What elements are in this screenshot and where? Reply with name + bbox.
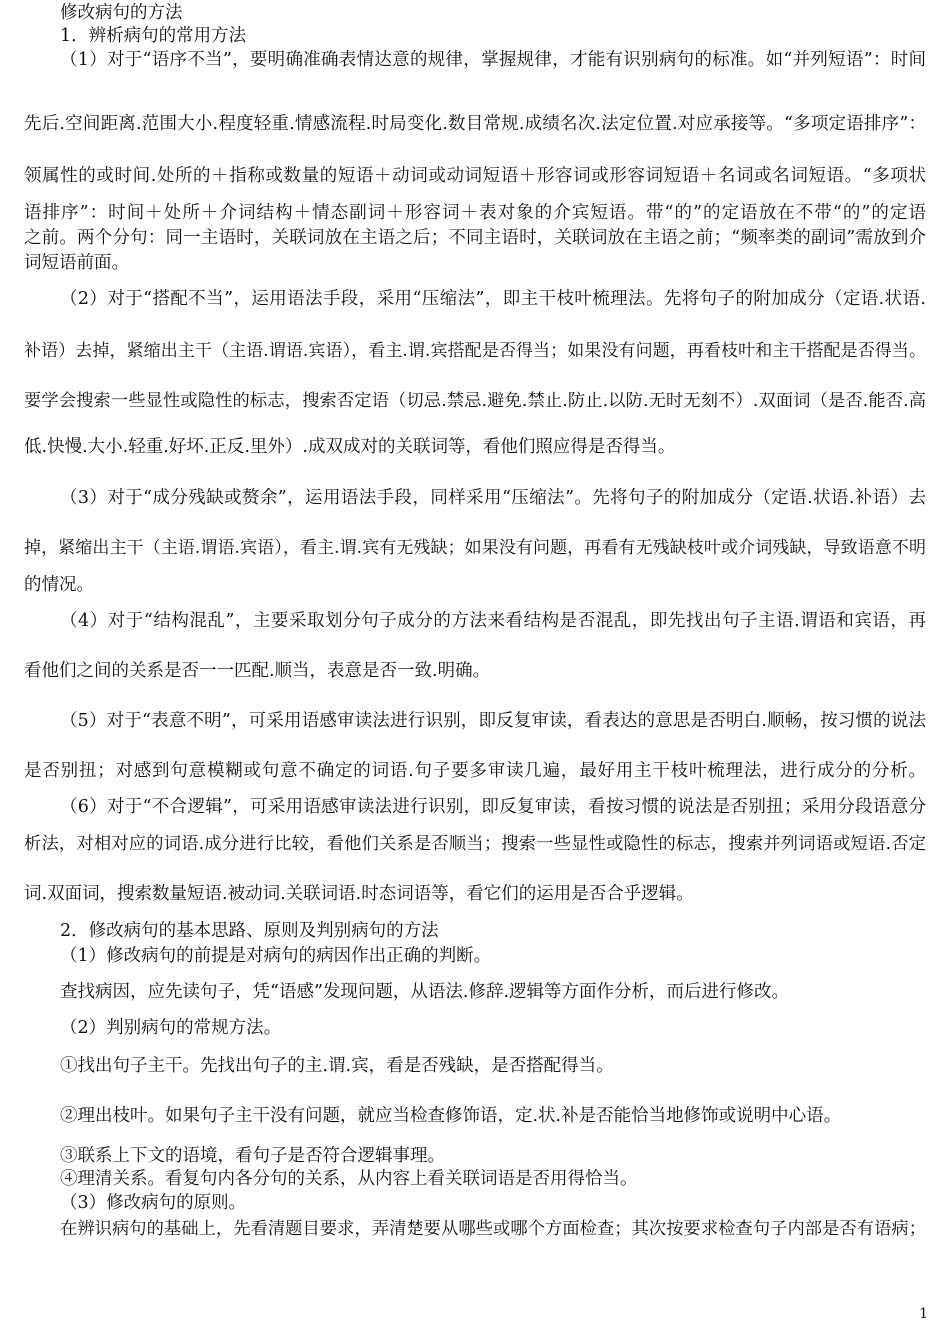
paragraph-line: 词.双面词，搜索数量短语.被动词.关联词语.时态词语等，看它们的运用是否合乎逻辑。 (24, 884, 694, 904)
paragraph-line: （3）修改病句的原则。 (60, 1193, 247, 1213)
list-item: ①找出句子主干。先找出句子的主.谓.宾，看是否残缺，是否搭配得当。 (60, 1056, 614, 1076)
list-item: ②理出枝叶。如果句子主干没有问题，就应当检查修饰语，定.状.补是否能恰当地修饰或说明中心语。 (60, 1106, 842, 1126)
paragraph-line: 的情况。 (24, 575, 94, 595)
paragraph-line: （3）对于“成分残缺或赘余”，运用语法手段，同样采用“压缩法”。先将句子的附加成分（定语.状语.补语）去 (60, 488, 926, 508)
paragraph-line: （2）判别病句的常规方法。 (60, 1018, 282, 1038)
section-heading-2: 2．修改病句的基本思路、原则及判别病句的方法 (60, 921, 439, 941)
paragraph-line: 之前。两个分句：同一主语时，关联词放在主语之后；不同主语时，关联词放在主语之前；“频率类的副词”需放到介 (24, 228, 926, 248)
paragraph-line: （1）修改病句的前提是对病句的病因作出正确的判断。 (60, 946, 492, 966)
paragraph-line: 词短语前面。 (24, 253, 129, 273)
paragraph-line: （4）对于“结构混乱”，主要采取划分句子成分的方法来看结构是否混乱，即先找出句子主语.谓语和宾语，再 (60, 611, 926, 631)
paragraph-line: 领属性的或时间.处所的＋指称或数量的短语＋动词或动词短语＋形容词或形容词短语＋名词或名词短语。“多项状 (24, 166, 926, 186)
paragraph-line: 语排序”：时间＋处所＋介词结构＋情态副词＋形容词＋表对象的介宾短语。带“的”的定语放在不带“的”的定语 (24, 203, 926, 223)
paragraph-line: （6）对于“不合逻辑”，可采用语感审读法进行识别，即反复审读，看按习惯的说法是否别扭；采用分段语意分 (60, 797, 926, 817)
paragraph-line: （1）对于“语序不当”，要明确准确表情达意的规律，掌握规律，才能有识别病句的标准。如“并列短语”：时间 (60, 50, 926, 70)
page-number: 1 (919, 1306, 928, 1322)
list-item: ③联系上下文的语境，看句子是否符合逻辑事理。 (60, 1146, 445, 1166)
paragraph-line: 看他们之间的关系是否一一匹配.顺当，表意是否一致.明确。 (24, 661, 491, 681)
paragraph-line: 掉，紧缩出主干（主语.谓语.宾语），看主.谓.宾有无残缺；如果没有问题，再看有无残缺枝叶或介词残缺，导致语意不明 (24, 538, 926, 558)
paragraph-line: 要学会搜索一些显性或隐性的标志，搜索否定语（切忌.禁忌.避免.禁止.防止.以防.无时无刻不）.双面词（是否.能否.高 (24, 391, 926, 411)
section-heading-1: 1．辨析病句的常用方法 (60, 26, 247, 46)
paragraph-line: （5）对于“表意不明”，可采用语感审读法进行识别，即反复审读，看表达的意思是否明白.顺畅，按习惯的说法 (60, 711, 926, 731)
paragraph-line: 析法，对相对应的词语.成分进行比较，看他们关系是否顺当；搜索一些显性或隐性的标志，搜索并列词语或短语.否定 (24, 834, 926, 854)
list-item: ④理清关系。看复句内各分句的关系，从内容上看关联词语是否用得恰当。 (60, 1169, 638, 1189)
paragraph-line: 先后.空间距离.范围大小.程度轻重.情感流程.时局变化.数目常规.成绩名次.法定位置.对应承接等。“多项定语排序”： (24, 114, 926, 134)
paragraph-line: 低.快慢.大小.轻重.好坏.正反.里外）.成双成对的关联词等，看他们照应得是否得当。 (24, 437, 676, 457)
doc-title: 修改病句的方法 (60, 3, 183, 23)
paragraph-line: （2）对于“搭配不当”，运用语法手段，采用“压缩法”，即主干枝叶梳理法。先将句子的附加成分（定语.状语. (60, 289, 926, 309)
paragraph-line: 查找病因，应先读句子，凭“语感”发现问题，从语法.修辞.逻辑等方面作分析，而后进行修改。 (60, 982, 790, 1002)
paragraph-line: 补语）去掉，紧缩出主干（主语.谓语.宾语），看主.谓.宾搭配是否得当；如果没有问题，再看枝叶和主干搭配是否得当。 (24, 341, 926, 361)
paragraph-line: 是否别扭；对感到句意模糊或句意不确定的词语.句子要多审读几遍，最好用主干枝叶梳理法，进行成分的分析。 (24, 761, 926, 781)
paragraph-line: 在辨识病句的基础上，先看清题目要求，弄清楚要从哪些或哪个方面检查；其次按要求检查句子内部是否有语病； (60, 1219, 926, 1239)
